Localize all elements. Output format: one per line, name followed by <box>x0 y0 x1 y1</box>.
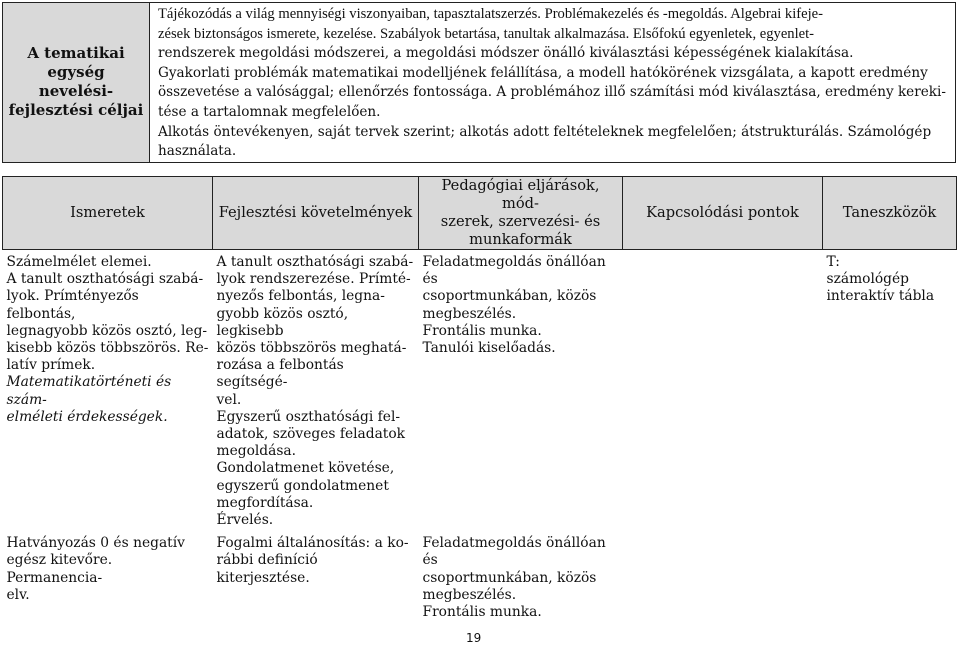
header-pedagogiai-line: szerek, szervezési- és <box>440 213 601 230</box>
text-line: Számelmélet elemei. <box>6 254 152 270</box>
text-line: T: <box>826 254 840 270</box>
text-line: vel. <box>216 391 242 408</box>
italic-text-line: elméleti érdekességek. <box>6 408 168 425</box>
text-line: rozása a felbontás segítségé- <box>216 357 344 391</box>
text-line: Fogalmi általánosítás: a ko- <box>216 535 409 552</box>
text-line: számológép <box>826 271 910 288</box>
text-line: egész kitevőre. Permanencia- <box>6 552 113 586</box>
header-taneszkozok: Taneszközök <box>823 177 957 250</box>
text-line: Gondolatmenet követése, <box>216 460 395 477</box>
header-row <box>3 177 957 250</box>
cell-pedagogiai <box>419 529 623 621</box>
text-line: rábbi definíció kiterjesztése. <box>216 552 318 586</box>
text-line: A tanult oszthatósági szabá- <box>6 271 204 288</box>
text-line: adatok, szöveges feladatok <box>216 426 406 443</box>
goals-label-line: fejlesztési céljai <box>8 101 144 120</box>
header-ismeretek: Ismeretek <box>3 177 213 250</box>
cell-pedagogiai <box>419 250 623 530</box>
cell-ismeretek <box>3 529 213 621</box>
text-line: megfordítása. <box>216 494 314 511</box>
goals-label-line: nevelési- <box>38 82 114 101</box>
cell-taneszkozok <box>823 529 957 621</box>
text-line: interaktív tábla <box>826 288 935 305</box>
header-pedagogiai-line: munkaformák <box>469 231 572 248</box>
header-pedagogiai <box>419 177 623 250</box>
content-table <box>2 176 957 621</box>
goals-text-line: használata. <box>158 143 237 160</box>
text-line: gyobb közös osztó, legkisebb <box>216 305 349 339</box>
goals-text-line: zések biztonságos ismerete, kezelése. Szabályok betartása, tanultak alkalmazása. Elsőfokú egyenletek, egyenlet- <box>158 25 815 42</box>
table-row <box>3 250 957 530</box>
goals-text-line: rendszerek megoldási módszerei, a megoldási módszer önálló kiválasztási képességének kialakítása. <box>158 45 854 62</box>
text-line: kisebb közös többszörös. Re- <box>6 340 209 357</box>
page-number: 19 <box>466 631 482 645</box>
text-line: lyok rendszerezése. Prímté- <box>216 271 411 288</box>
text-line: egyszerű gondolatmenet <box>216 477 389 494</box>
header-kapcsolodasi: Kapcsolódási pontok <box>623 177 823 250</box>
goals-label-cell <box>3 3 150 163</box>
text-line: Feladatmegoldás önállóan és <box>422 254 606 288</box>
goals-text-cell <box>150 3 956 163</box>
text-line: A tanult oszthatósági szabá- <box>216 254 414 270</box>
header-fejlesztesi: Fejlesztési követelmények <box>213 177 419 250</box>
text-line: Hatványozás 0 és negatív <box>6 535 185 552</box>
cell-kapcsolodasi <box>623 529 823 621</box>
text-line: Egyszerű oszthatósági fel- <box>216 408 401 425</box>
goals-table <box>2 2 956 163</box>
text-line: Frontális munka. <box>422 322 542 339</box>
text-line: Érvelés. <box>216 512 274 529</box>
goals-text-line: tése a tartalomnak megfelelően. <box>158 103 381 120</box>
text-line: lyok. Prímtényezős felbontás, <box>6 288 139 322</box>
cell-kapcsolodasi <box>623 250 823 530</box>
cell-taneszkozok <box>823 250 957 530</box>
goals-label <box>3 44 149 120</box>
cell-ismeretek <box>3 250 213 530</box>
table-row <box>3 529 957 621</box>
cell-fejlesztesi <box>213 250 419 530</box>
goals-text-line: összevetése a valósággal; ellenőrzés fontossága. A problémához illő számítási mód kiválasztása, eredmény kereki- <box>158 84 946 101</box>
text-line: közös többszörös meghatá- <box>216 340 407 357</box>
text-line: megoldása. <box>216 443 297 460</box>
text-line: csoportmunkában, közös <box>422 288 597 305</box>
text-line: Feladatmegoldás önállóan és <box>422 535 606 569</box>
italic-text-line: Matematikatörténeti és szám- <box>6 374 172 408</box>
text-line: megbeszélés. <box>422 586 517 603</box>
goals-text-line: Alkotás öntevékenyen, saját tervek szerint; alkotás adott feltételeknek megfelelően; átstrukturálás. Számológép <box>158 123 932 140</box>
goals-text-line: Gyakorlati problémák matematikai modelljének felállítása, a modell hatókörének vizsgálata, a kapott eredmény <box>158 64 928 81</box>
header-pedagogiai-line: Pedagógiai eljárások, mód- <box>441 177 600 212</box>
text-line: legnagyobb közös osztó, leg- <box>6 322 208 339</box>
text-line: elv. <box>6 586 30 603</box>
cell-fejlesztesi <box>213 529 419 621</box>
text-line: latív prímek. <box>6 357 96 374</box>
text-line: nyezős felbontás, legna- <box>216 288 385 305</box>
text-line: Tanulói kiselőadás. <box>422 340 556 357</box>
text-line: csoportmunkában, közös <box>422 569 597 586</box>
goals-label-line: A tematikai egység <box>27 44 125 82</box>
text-line: megbeszélés. <box>422 305 517 322</box>
goals-text-line: Tájékozódás a világ mennyiségi viszonyaiban, tapasztalatszerzés. Problémakezelés és -megoldás. Algebrai kifeje- <box>158 6 823 22</box>
text-line: Frontális munka. <box>422 604 542 621</box>
